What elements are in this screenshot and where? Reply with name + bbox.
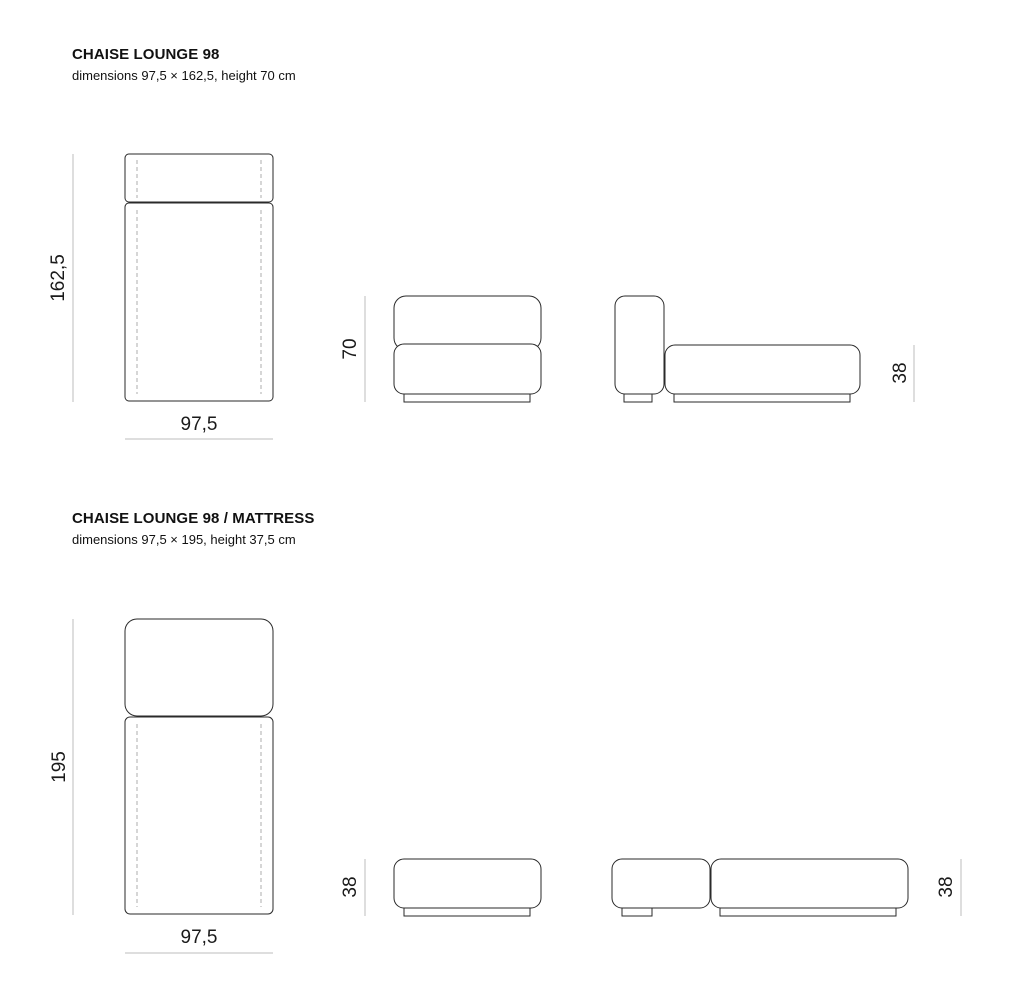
side-view-chaise-lounge bbox=[615, 296, 914, 402]
seat-cushion bbox=[665, 345, 860, 394]
mattress-drawings bbox=[49, 619, 961, 953]
top-view-chaise-lounge bbox=[48, 154, 273, 439]
base-frame bbox=[674, 394, 850, 402]
base-frame bbox=[624, 394, 652, 402]
depth-dimension-label: 195 bbox=[49, 751, 70, 783]
side-view-mattress bbox=[612, 859, 961, 916]
front-view-chaise-lounge bbox=[340, 296, 541, 402]
mattress-cushion bbox=[394, 859, 541, 908]
base-frame bbox=[404, 908, 530, 916]
front-height-dimension-label: 70 bbox=[340, 338, 361, 360]
section-title: CHAISE LOUNGE 98 / MATTRESS bbox=[72, 510, 315, 527]
side-height-dimension-label: 38 bbox=[936, 876, 957, 898]
chaise-lounge-drawings bbox=[48, 154, 914, 439]
top-view-mattress bbox=[49, 619, 273, 953]
backrest-cushion bbox=[615, 296, 664, 394]
base-frame bbox=[622, 908, 652, 916]
seat-cushion bbox=[125, 203, 273, 401]
seat-cushion bbox=[394, 344, 541, 394]
section-subtitle: dimensions 97,5 × 195, height 37,5 cm bbox=[72, 532, 296, 547]
width-dimension-label: 97,5 bbox=[180, 414, 218, 435]
base-frame bbox=[404, 394, 530, 402]
section-subtitle: dimensions 97,5 × 162,5, height 70 cm bbox=[72, 68, 296, 83]
front-view-mattress bbox=[340, 859, 541, 916]
base-frame bbox=[720, 908, 896, 916]
section-title: CHAISE LOUNGE 98 bbox=[72, 46, 220, 63]
depth-dimension-label: 162,5 bbox=[48, 254, 69, 302]
mattress-cushion bbox=[711, 859, 908, 908]
mattress-cushion bbox=[125, 717, 273, 914]
head-cushion bbox=[125, 619, 273, 716]
head-cushion bbox=[612, 859, 710, 908]
front-height-dimension-label: 38 bbox=[340, 876, 361, 898]
side-height-dimension-label: 38 bbox=[890, 362, 911, 384]
backrest-cushion bbox=[394, 296, 541, 350]
backrest-cushion bbox=[125, 154, 273, 202]
width-dimension-label: 97,5 bbox=[180, 927, 218, 948]
